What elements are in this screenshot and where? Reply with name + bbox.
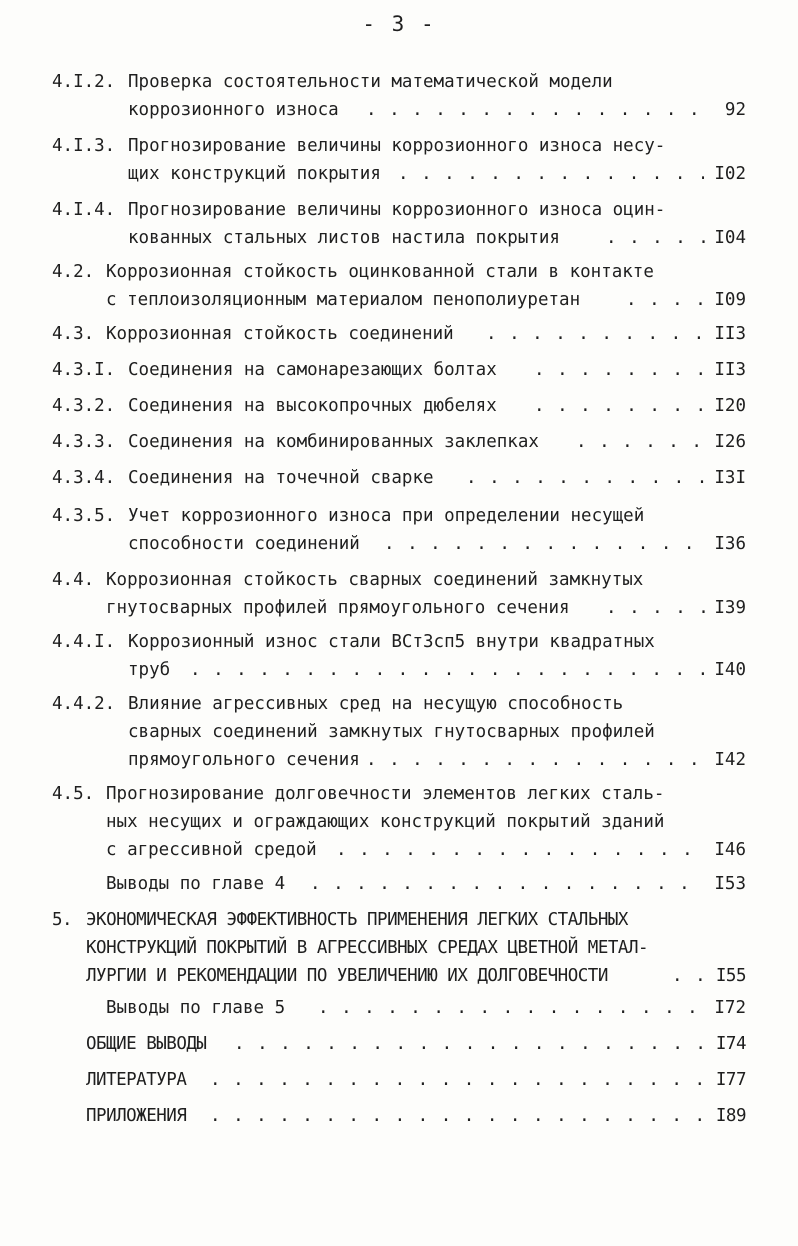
toc-entry-title: ных несущих и ограждающих конструкций покрытий зданий bbox=[106, 812, 665, 832]
toc-entry-title: Прогнозирование величины коррозионного износа оцин- bbox=[128, 200, 666, 220]
leader-dots bbox=[466, 464, 706, 493]
toc-entry-title: Соединения на высокопрочных дюбелях bbox=[128, 396, 497, 416]
toc-entry-number: 4.3.3. bbox=[52, 432, 116, 452]
toc-entry-title: Соединения на самонарезающих болтах bbox=[128, 360, 497, 380]
toc-entry-number: 4.3.5. bbox=[52, 506, 116, 526]
toc-entry-page: I42 bbox=[714, 750, 746, 770]
toc-entry-title: Коррозионный износ стали ВСт3сп5 внутри квадратных bbox=[128, 632, 655, 652]
toc-entry-number: 4.I.4. bbox=[52, 200, 116, 220]
toc-entry-title: Влияние агрессивных сред на несущую способность bbox=[128, 694, 624, 714]
leader-dots bbox=[486, 320, 706, 349]
toc-entry-title: Коррозионная стойкость соединений bbox=[106, 324, 454, 344]
toc-entry-title: Коррозионная стойкость оцинкованной стали в контакте bbox=[106, 262, 654, 282]
leader-dots bbox=[234, 1030, 706, 1059]
toc-entry-number: 4.3. bbox=[52, 324, 95, 344]
toc-entry-page: I55 bbox=[715, 966, 746, 986]
toc-entry-title: гнутосварных профилей прямоугольного сечения bbox=[106, 598, 570, 618]
toc-entry-number: 4.4.I. bbox=[52, 632, 116, 652]
leader-dots bbox=[210, 1102, 706, 1131]
toc-entry-page: I3I bbox=[714, 468, 746, 488]
leader-dots bbox=[672, 962, 706, 991]
leader-dots bbox=[626, 286, 706, 315]
toc-entry-title: Соединения на комбинированных заклепках bbox=[128, 432, 539, 452]
toc-entry-page: I46 bbox=[714, 840, 746, 860]
toc-entry-title: Учет коррозионного износа при определении несущей bbox=[128, 506, 645, 526]
leader-dots bbox=[384, 530, 706, 559]
toc-entry-title: коррозионного износа bbox=[128, 100, 339, 120]
toc-entry-title: кованных стальных листов настила покрытия bbox=[128, 228, 560, 248]
toc-entry-page: I39 bbox=[714, 598, 746, 618]
leader-dots bbox=[576, 428, 706, 457]
leader-dots bbox=[534, 392, 706, 421]
toc-entry-page: I36 bbox=[714, 534, 746, 554]
toc-entry-number: 4.3.2. bbox=[52, 396, 116, 416]
toc-entry-number: 4.3.4. bbox=[52, 468, 116, 488]
toc-entry-page: I40 bbox=[714, 660, 746, 680]
toc-entry-number: 4.4. bbox=[52, 570, 95, 590]
toc-entry-title: Выводы по главе 4 bbox=[106, 874, 286, 894]
toc-entry-page: I20 bbox=[714, 396, 746, 416]
toc-entry-page: I02 bbox=[714, 164, 746, 184]
toc-entry-title: щих конструкций покрытия bbox=[128, 164, 381, 184]
toc-entry-title: Прогнозирование долговечности элементов легких сталь- bbox=[106, 784, 665, 804]
toc-entry-page: I72 bbox=[714, 998, 746, 1018]
toc-entry-number: 4.I.2. bbox=[52, 72, 116, 92]
toc-entry-title: Проверка состоятельности математической модели bbox=[128, 72, 613, 92]
leader-dots bbox=[606, 594, 706, 623]
toc-entry-title: ЭКОНОМИЧЕСКАЯ ЭФФЕКТИВНОСТЬ ПРИМЕНЕНИЯ ЛЕГКИХ СТАЛЬНЫХ bbox=[86, 910, 628, 930]
toc-entry-page: II3 bbox=[714, 324, 746, 344]
toc-entry-title: ЛИТЕРАТУРА bbox=[86, 1070, 187, 1090]
leader-dots bbox=[318, 994, 706, 1023]
toc-entry-title: способности соединений bbox=[128, 534, 360, 554]
toc-entry-page: I26 bbox=[714, 432, 746, 452]
toc-entry-title: Соединения на точечной сварке bbox=[128, 468, 434, 488]
toc-entry-number: 4.2. bbox=[52, 262, 95, 282]
toc-entry-title: ЛУРГИИ И РЕКОМЕНДАЦИИ ПО УВЕЛИЧЕНИЮ ИХ ДОЛГОВЕЧНОСТИ bbox=[86, 966, 608, 986]
toc-entry-title: прямоугольного сечения bbox=[128, 750, 360, 770]
toc-entry-title: труб bbox=[128, 660, 171, 680]
toc-entry-title: сварных соединений замкнутых гнутосварных профилей bbox=[128, 722, 655, 742]
page-number: - 3 - bbox=[362, 12, 436, 36]
toc-entry-page: I09 bbox=[714, 290, 746, 310]
leader-dots bbox=[210, 1066, 706, 1095]
toc-entry-title: ПРИЛОЖЕНИЯ bbox=[86, 1106, 187, 1126]
toc-entry-page: I77 bbox=[715, 1070, 746, 1090]
leader-dots bbox=[534, 356, 706, 385]
toc-entry-page: I74 bbox=[715, 1034, 746, 1054]
toc-entry-title: с агрессивной средой bbox=[106, 840, 317, 860]
leader-dots bbox=[310, 870, 706, 899]
toc-entry-page: I89 bbox=[715, 1106, 746, 1126]
toc-entry-page: I53 bbox=[714, 874, 746, 894]
toc-entry-title: Прогнозирование величины коррозионного износа несу- bbox=[128, 136, 666, 156]
toc-entry-title: КОНСТРУКЦИЙ ПОКРЫТИЙ В АГРЕССИВНЫХ СРЕДАХ ЦВЕТНОЙ МЕТАЛ- bbox=[86, 938, 649, 958]
toc-entry-title: Коррозионная стойкость сварных соединений замкнутых bbox=[106, 570, 644, 590]
leader-dots bbox=[366, 746, 706, 775]
toc-entry-number: 4.3.I. bbox=[52, 360, 116, 380]
leader-dots bbox=[606, 224, 706, 253]
leader-dots bbox=[398, 160, 704, 189]
toc-entry-page: I04 bbox=[714, 228, 746, 248]
toc-entry-title: Выводы по главе 5 bbox=[106, 998, 286, 1018]
toc-entry-title: с теплоизоляционным материалом пенополиуретан bbox=[106, 290, 581, 310]
toc-entry-number: 5. bbox=[52, 910, 73, 930]
toc-entry-page: II3 bbox=[714, 360, 746, 380]
toc-entry-number: 4.5. bbox=[52, 784, 95, 804]
leader-dots bbox=[336, 836, 706, 865]
leader-dots bbox=[366, 96, 706, 125]
toc-entry-page: 92 bbox=[724, 100, 746, 120]
toc-entry-title: ОБЩИЕ ВЫВОДЫ bbox=[86, 1034, 207, 1054]
toc-entry-number: 4.4.2. bbox=[52, 694, 116, 714]
leader-dots bbox=[190, 656, 706, 685]
toc-entry-number: 4.I.3. bbox=[52, 136, 116, 156]
